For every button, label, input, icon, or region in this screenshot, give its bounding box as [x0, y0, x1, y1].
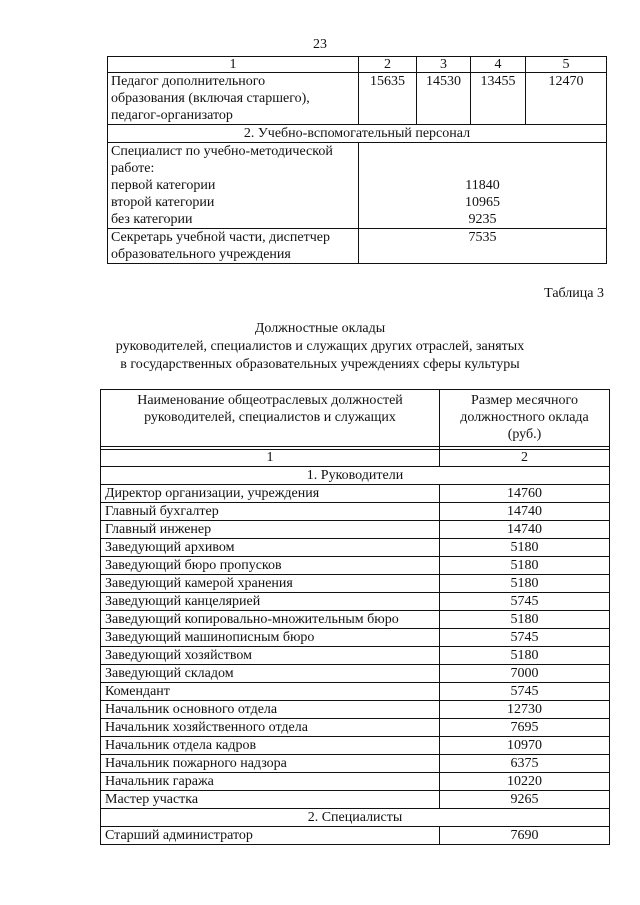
table-row — [101, 521, 610, 539]
table-row — [101, 611, 610, 629]
position-name: Начальник отдела кадров — [101, 737, 440, 755]
salary-table-continued — [107, 56, 607, 264]
position-name: Комендант — [101, 683, 440, 701]
table-row — [101, 503, 610, 521]
salary-value: 7535 — [359, 229, 607, 264]
column-number: 1 — [101, 450, 440, 467]
section-row — [101, 467, 610, 485]
position-name: Заведующий машинописным бюро — [101, 629, 440, 647]
position-name: Заведующий бюро пропусков — [101, 557, 440, 575]
header-line: Размер месячного — [471, 393, 578, 408]
position-name-line: работе: — [111, 161, 155, 176]
salary-value: 5180 — [440, 539, 610, 557]
salary-table-3 — [100, 389, 610, 845]
section-heading: 2. Специалисты — [101, 809, 610, 827]
table-row — [101, 575, 610, 593]
position-name-cell — [108, 143, 359, 229]
caption-line: Должностные оклады — [254, 321, 386, 336]
salary-value: 14740 — [440, 503, 610, 521]
salary-value: 5745 — [440, 593, 610, 611]
section-heading: 1. Руководители — [101, 467, 610, 485]
page-number: 23 — [313, 37, 327, 52]
salary-value: 12470 — [526, 73, 607, 125]
category-label: без категории — [111, 212, 193, 227]
header-position-name — [101, 390, 440, 447]
salary-value: 14740 — [440, 521, 610, 539]
position-name: Заведующий копировально-множительным бюро — [101, 611, 440, 629]
table-row — [101, 737, 610, 755]
salary-value: 6375 — [440, 755, 610, 773]
salary-value: 9235 — [468, 212, 497, 227]
salary-value: 5180 — [440, 557, 610, 575]
table-row — [101, 719, 610, 737]
table-caption — [0, 320, 640, 374]
category-label: первой категории — [111, 178, 216, 193]
salary-value: 9265 — [440, 791, 610, 809]
table-row — [101, 791, 610, 809]
table-row — [101, 701, 610, 719]
position-name-line: образовательного учреждения — [111, 247, 291, 262]
salary-value: 5180 — [440, 647, 610, 665]
salary-value: 10970 — [440, 737, 610, 755]
table-row — [108, 143, 607, 229]
salary-value: 15635 — [359, 73, 417, 125]
position-name: Заведующий архивом — [101, 539, 440, 557]
caption-line: в государственных образовательных учреждениях сферы культуры — [120, 357, 520, 372]
table-number-label: Таблица 3 — [544, 286, 604, 301]
salary-value: 7695 — [440, 719, 610, 737]
header-line: должностного оклада — [460, 410, 589, 425]
position-name: Заведующий складом — [101, 665, 440, 683]
table-row — [101, 773, 610, 791]
position-name-line: Специалист по учебно-методической — [111, 144, 333, 159]
position-name: Старший администратор — [101, 827, 440, 845]
table-row — [108, 73, 607, 125]
position-name: Начальник гаража — [101, 773, 440, 791]
column-number: 5 — [526, 57, 607, 73]
section-heading: 2. Учебно-вспомогательный персонал — [108, 125, 607, 143]
table-row — [101, 683, 610, 701]
table-row — [101, 485, 610, 503]
header-salary — [440, 390, 610, 447]
table-row — [101, 557, 610, 575]
salary-value: 5745 — [440, 683, 610, 701]
position-name-cell — [108, 229, 359, 264]
column-number: 2 — [440, 450, 610, 467]
section-row — [101, 809, 610, 827]
position-name-line: Секретарь учебной части, диспетчер — [111, 230, 330, 245]
salary-value: 14530 — [417, 73, 471, 125]
salary-value: 5180 — [440, 575, 610, 593]
column-number: 3 — [417, 57, 471, 73]
column-number-row — [108, 57, 607, 73]
position-name: Начальник пожарного надзора — [101, 755, 440, 773]
position-name-cell — [108, 73, 359, 125]
salary-value: 11840 — [465, 178, 500, 193]
position-name: Директор организации, учреждения — [101, 485, 440, 503]
table-row — [101, 647, 610, 665]
column-number: 2 — [359, 57, 417, 73]
table-header-row — [101, 390, 610, 447]
header-line: Наименование общеотраслевых должностей — [137, 393, 403, 408]
position-name: Заведующий камерой хранения — [101, 575, 440, 593]
position-name-line: Педагог дополнительного — [111, 74, 266, 89]
header-line: (руб.) — [507, 427, 542, 442]
position-name: Заведующий канцелярией — [101, 593, 440, 611]
position-name-line: образования (включая старшего), — [111, 91, 310, 106]
table-row — [108, 229, 607, 264]
position-name: Начальник хозяйственного отдела — [101, 719, 440, 737]
salary-value: 12730 — [440, 701, 610, 719]
position-name: Заведующий хозяйством — [101, 647, 440, 665]
table-row — [101, 665, 610, 683]
column-number-row — [101, 450, 610, 467]
table-row — [101, 827, 610, 845]
salary-value: 10965 — [465, 195, 500, 210]
table-row — [101, 539, 610, 557]
position-name: Начальник основного отдела — [101, 701, 440, 719]
table-row — [101, 593, 610, 611]
position-name: Главный бухгалтер — [101, 503, 440, 521]
category-label: второй категории — [111, 195, 215, 210]
salary-value: 10220 — [440, 773, 610, 791]
salary-value: 13455 — [471, 73, 526, 125]
salary-value: 7000 — [440, 665, 610, 683]
merged-value-cell — [359, 143, 607, 229]
position-name: Мастер участка — [101, 791, 440, 809]
column-number: 4 — [471, 57, 526, 73]
column-number: 1 — [108, 57, 359, 73]
table-row — [101, 755, 610, 773]
caption-line: руководителей, специалистов и служащих других отраслей, занятых — [115, 339, 525, 354]
table-row — [101, 629, 610, 647]
salary-value: 5180 — [440, 611, 610, 629]
position-name-line: педагог-организатор — [111, 108, 233, 123]
position-name: Главный инженер — [101, 521, 440, 539]
salary-value: 7690 — [440, 827, 610, 845]
header-line: руководителей, специалистов и служащих — [144, 410, 396, 425]
salary-value: 5745 — [440, 629, 610, 647]
salary-value: 14760 — [440, 485, 610, 503]
section-row — [108, 125, 607, 143]
